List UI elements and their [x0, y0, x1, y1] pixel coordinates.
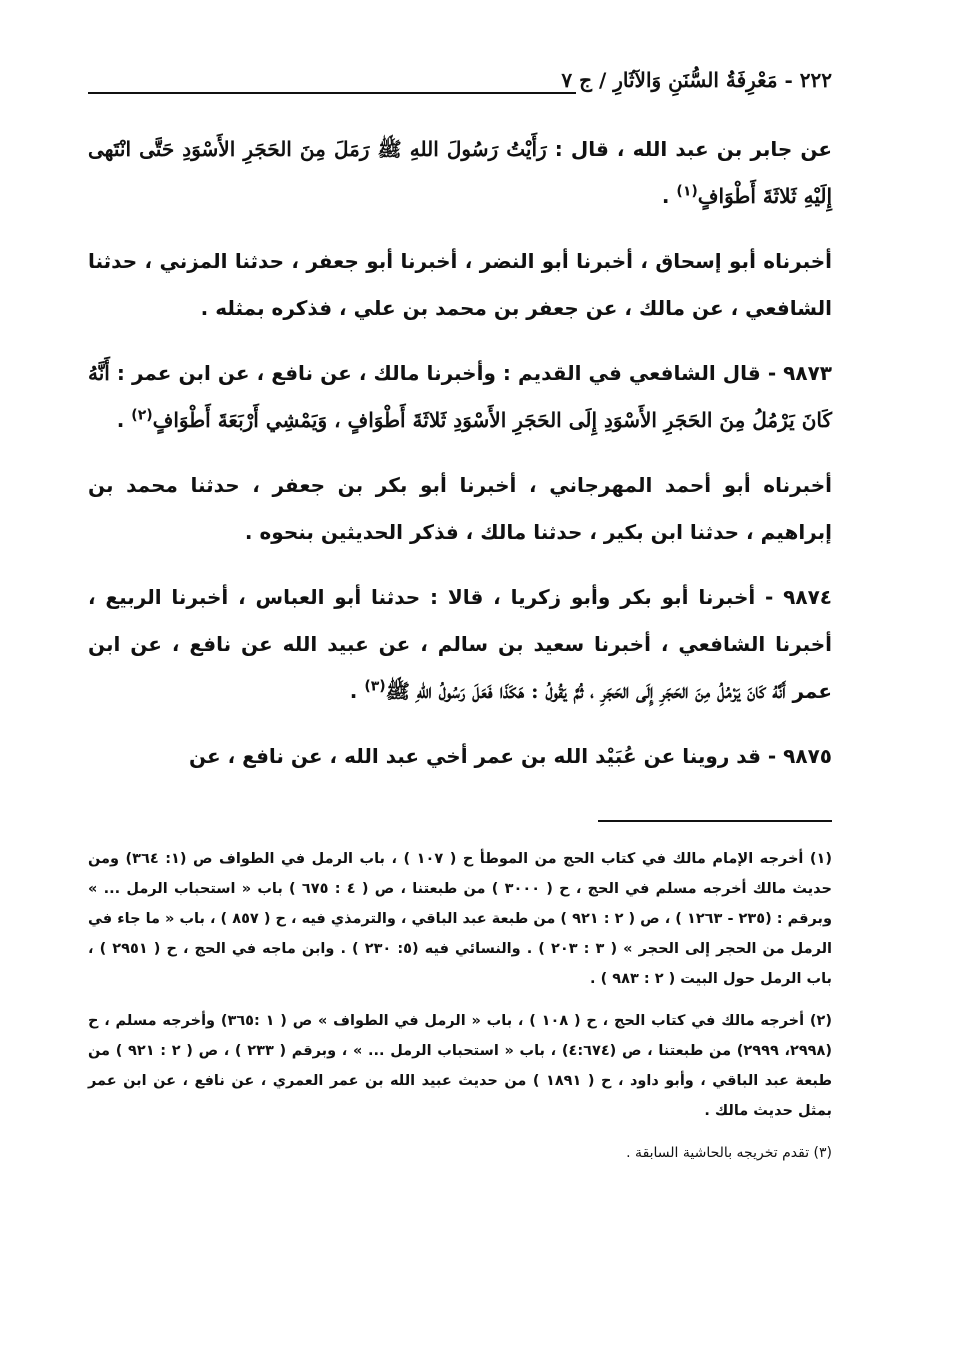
footnote-separator: [598, 820, 832, 822]
hadith-chain: ٩٨٧٣ - قال الشافعي في القديم : وأخبرنا مالك ، عن نافع ، عن ابن عمر :: [109, 361, 832, 385]
footnote-marker: (٣): [364, 678, 386, 695]
sentence-end: .: [116, 408, 132, 432]
hadith-paragraph: [88, 574, 832, 715]
hadith-paragraph: [88, 126, 832, 220]
header-rule: [88, 92, 576, 94]
running-header: ٢٢٢ - مَعْرِفَةُ السُّنَنِ وَالآثَارِ / ج ٧: [561, 68, 832, 92]
hadith-chain: عن جابر بن عبد الله ، قال :: [546, 137, 832, 161]
hadith-text: أَنَّهُ كَانَ يَرْمُلُ مِنَ الحَجَرِ إِلَى الحَجَرِ ، ثُمَّ يَقُولُ : هَكَذَا فَعَلَ رَسُولُ اللهِ ﷺ: [385, 679, 786, 703]
sentence-end: .: [661, 184, 677, 208]
book-page: [88, 64, 832, 1364]
footnote-1: (١) أخرجه الإمام مالك في كتاب الحج من الموطأ ح ( ١٠٧ ) ، باب الرمل في الطواف ص (١: ٣٦٤) ومن حديث مالك أخرجه مسلم في الحج ، ح ( ٣٠٠٠ ) من طبعتنا ، ص ( ٤ : ٦٧٥ ) باب « استحباب الرمل ... » وبرقم : (٢٣٥ - ١٢٦٣ ) ، ص ( ٢ : ٩٢١ ) من طبعة عبد الباقي ، والترمذي فيه ، ح ( ٨٥٧ ) ، باب « ما جاء في الرمل من الحجر إلى الحجر » ( ٣ : ٢٠٣ ) . والنسائي فيه (٥: ٢٣٠ ) . وابن ماجه في الحج ، ح ( ٢٩٥١ ) ، باب الرمل حول البيت ( ٢ : ٩٨٣ ) .: [88, 851, 833, 987]
isnad-paragraph: أخبرناه أبو إسحاق ، أخبرنا أبو النضر ، أخبرنا أبو جعفر ، حدثنا المزني ، حدثنا الشافعي ، عن مالك ، عن جعفر بن محمد بن علي ، فذكره بمثله .: [88, 249, 832, 320]
footnotes: [88, 844, 832, 1180]
main-text: [88, 126, 832, 798]
hadith-text: أَنَّهُ كَانَ يَرْمُلُ مِنَ الحَجَرِ الأَسْوَدِ إِلَى الحَجَرِ الأَسْوَدِ ثَلاثَةَ أَطْوَافٍ ، وَيَمْشِي أَرْبَعَةَ أَطْوَافٍ: [88, 361, 832, 432]
hadith-paragraph: ٩٨٧٥ - قد روينا عن عُبَيْد الله بن عمر أخي عبد الله ، عن نافع ، عن: [188, 744, 832, 768]
footnote-2: (٢) أخرجه مالك في كتاب الحج ، ح ( ١٠٨ ) ، باب « الرمل في الطواف » ص ( ١ :٣٦٥) وأخرجه مسلم ، ح (٢٩٩٨، ٢٩٩٩) من طبعتنا ، ص (٤:٦٧٤) ، باب « استحباب الرمل ... » ، وبرقم ( ٢٣٣ ) ، ص ( ٢ : ٩٢١ ) من طبعة عبد الباقي ، وأبو داود ، ح ( ١٨٩١ ) من حديث عبيد الله بن عمر العمري ، عن نافع ، عن ابن عمر بمثل حديث مالك .: [88, 1013, 833, 1119]
hadith-paragraph: [88, 350, 832, 444]
hadith-text: رَأَيْتُ رَسُولَ اللهِ ﷺ رَمَلَ مِنَ الحَجَرِ الأَسْوَدِ حَتَّى انْتَهى إِلَيْهِ ثَلاثَةَ أَطْوَافٍ: [88, 137, 832, 208]
page-header: [88, 64, 832, 100]
footnote-marker: (١): [676, 183, 698, 200]
isnad-paragraph: أخبرناه أبو أحمد المهرجاني ، أخبرنا أبو بكر بن جعفر ، حدثنا محمد بن إبراهيم ، حدثنا ابن بكير ، حدثنا مالك ، فذكر الحديثين بنحوه .: [88, 473, 832, 544]
footnote-marker: (٢): [131, 407, 153, 424]
hadith-chain: ٩٨٧٤ - أخبرنا أبو بكر وأبو زكريا ، قالا : حدثنا أبو العباس ، أخبرنا الربيع ، أخبرنا الشافعي ، أخبرنا سعيد بن سالم ، عن عبيد الله عن نافع ، عن ابن عمر: [88, 585, 832, 703]
footnote-3: (٣) تقدم تخريجه بالحاشية السابقة .: [626, 1145, 832, 1161]
sentence-end: .: [349, 679, 365, 703]
